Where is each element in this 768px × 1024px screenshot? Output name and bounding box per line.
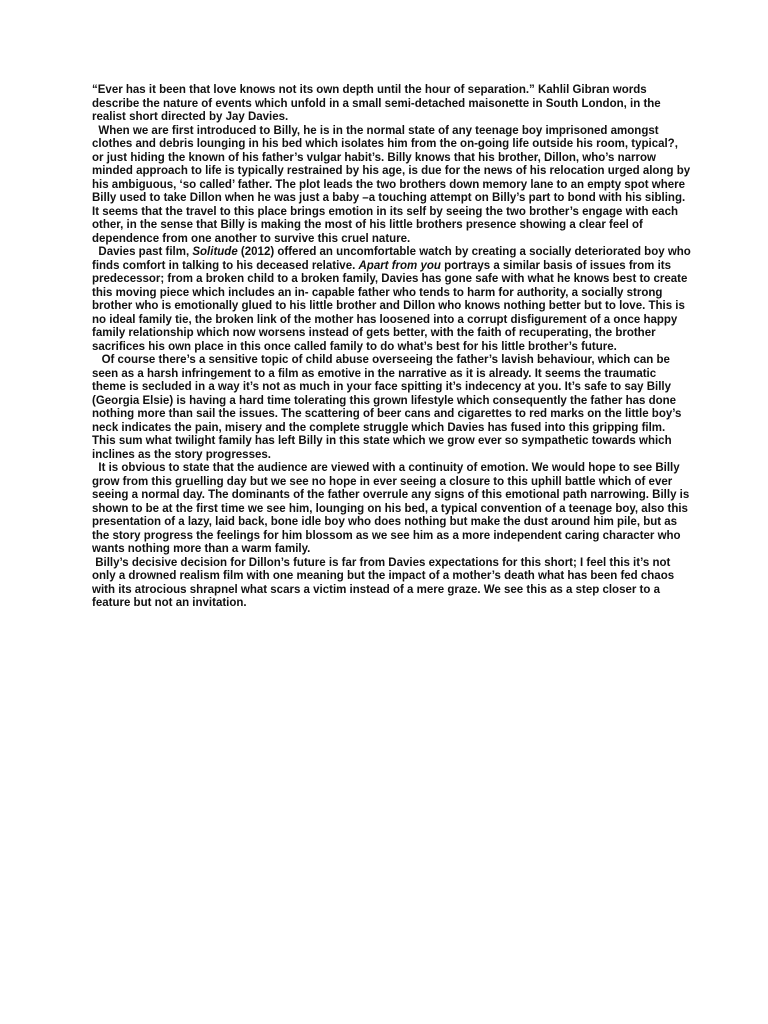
paragraph-past-film bbox=[92, 246, 692, 354]
review-document bbox=[92, 84, 692, 611]
film-title-solitude: Solitude bbox=[192, 246, 238, 258]
paragraph-text: portrays a similar basis of issues from its predecessor; from a broken child to a broken family, Davies has gone safe with what he knows best to create this moving piece which includes an in- capable father who tends to harm for authority, a socially strong brother who is emotionally glued to his little brother and Dillon who knows nothing better but to love. This is no ideal family tie, the broken link of the mother has loosened into a corrupt disfigurement of a once happy family relationship which now worsens instead of gets better, with the faith of recuperating, the brother sacrifices his own place in this once called family to do what’s best for his little brother’s future. bbox=[92, 259, 688, 353]
paragraph-child-abuse bbox=[92, 354, 692, 462]
paragraph-text: “Ever has it been that love knows not its own depth until the hour of separation.” Kahlil Gibran words describe the nature of events which unfold in a small semi-detached maisonette in South London, in the realist short directed by Jay Davies. bbox=[92, 84, 661, 123]
paragraph-text: When we are first introduced to Billy, he is in the normal state of any teenage boy imprisoned amongst clothes and debris lounging in his bed which isolates him from the on-going life outside his room, typical?, or just hiding the known of his father’s vulgar habit’s. Billy knows that his brother, Dillon, who’s narrow minded approach to life is typically restrained by his age, is due for the news of his relocation urged along by his ambiguous, ‘so called’ father. The plot leads the two brothers down memory lane to an empty spot where Billy used to take Dillon when he was just a baby –a touching attempt on Billy’s part to bond with his sibling. It seems that the travel to this place brings emotion in its self by seeing the two brother’s engage with each other, in the sense that Billy is making the most of his little brothers presence showing a clear feel of dependence from one another to survive this cruel nature. bbox=[92, 124, 691, 245]
paragraph-text: Davies past film, bbox=[92, 246, 193, 258]
paragraph-text: Of course there’s a sensitive topic of child abuse overseeing the father’s lavish behaviour, which can be seen as a harsh infringement to a film as emotive in the narrative as it is already. It seems the traumatic theme is secluded in a way it’s not as much in your face spitting it’s indecency at you. It’s safe to say Billy (Georgia Elsie) is having a hard time tolerating this grown lifestyle which consequently the father has done nothing more than sail the issues. The scattering of beer cans and cigarettes to red marks on the little boy’s neck indicates the pain, misery and the complete struggle which Davies has fused into this gripping film. This sum what twilight family has left Billy in this state which we grow ever so sympathetic towards which inclines as the story progresses. bbox=[92, 354, 682, 461]
paragraph-billy-introduction bbox=[92, 125, 692, 247]
paragraph-intro bbox=[92, 84, 692, 125]
paragraph-text: Billy’s decisive decision for Dillon’s future is far from Davies expectations for this short; I feel this it’s not only a drowned realism film with one meaning but the impact of a mother’s death what has been fed chaos with its atrocious shrapnel what scars a victim instead of a mere graze. We see this as a step closer to a feature but not an invitation. bbox=[92, 556, 675, 609]
paragraph-conclusion bbox=[92, 557, 692, 611]
paragraph-text: (2012) offered an uncomfortable watch by creating a socially deteriorated boy who finds comfort in talking to his deceased relative. bbox=[92, 246, 691, 272]
paragraph-emotion bbox=[92, 462, 692, 557]
paragraph-text: It is obvious to state that the audience are viewed with a continuity of emotion. We would hope to see Billy grow from this gruelling day but we see no hope in ever seeing a closure to this uphill battle which of ever seeing a normal day. The dominants of the father overrule any signs of this emotional path narrowing. Billy is shown to be at the first time we see him, lounging on his bed, a typical convention of a teenage boy, also this presentation of a lazy, laid back, bone idle boy who does nothing but make the dust around him pile, but as the story progress the feelings for him blossom as we see him as a more independent caring character who wants nothing more than a warm family. bbox=[92, 462, 690, 555]
film-title-apart-from-you: Apart from you bbox=[358, 259, 441, 272]
